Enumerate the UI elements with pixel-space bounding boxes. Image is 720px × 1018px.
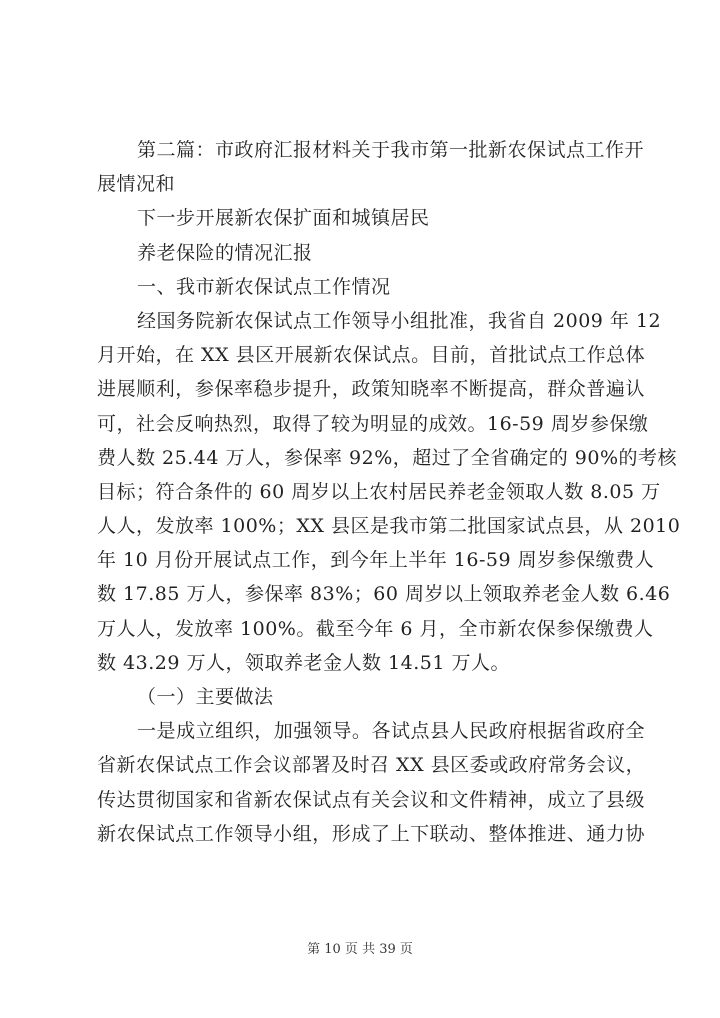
subsection-heading: （一）主要做法 — [137, 686, 274, 708]
paragraph-line: 费人数 25.44 万人，参保率 92%，超过了全省确定的 90%的考核 — [97, 446, 678, 469]
doc-line-subtitle: 下一步开展新农保扩面和城镇居民 — [137, 207, 430, 230]
paragraph-line: 可，社会反响热烈，取得了较为明显的成效。16-59 周岁参保缴 — [97, 412, 649, 435]
section-heading-1: 一、我市新农保试点工作情况 — [137, 275, 391, 298]
paragraph-line: 年 10 月份开展试点工作，到今年上半年 16-59 周岁参保缴费人 — [97, 549, 655, 572]
paragraph-line: 省新农保试点工作会议部署及时召 XX 县区委或政府常务会议， — [97, 754, 646, 777]
paragraph-line: 数 17.85 万人，参保率 83%；60 周岁以上领取养老金人数 6.46 — [97, 583, 671, 606]
doc-line-title: 第二篇：市政府汇报材料关于我市第一批新农保试点工作开 — [137, 139, 645, 161]
paragraph-line: 目标；符合条件的 60 周岁以上农村居民养老金领取人数 8.05 万 — [97, 480, 661, 503]
doc-line-title-cont: 展情况和 — [97, 173, 176, 196]
paragraph-line: 月开始，在 XX 县区开展新农保试点。目前，首批试点工作总体 — [97, 344, 646, 367]
paragraph-line: 新农保试点工作领导小组，形成了上下联动、整体推进、通力协 — [97, 822, 645, 845]
paragraph-line: 数 43.29 万人，领取养老金人数 14.51 万人。 — [97, 651, 510, 674]
paragraph-line: 进展顺利，参保率稳步提升，政策知晓率不断提高，群众普遍认 — [97, 378, 645, 401]
paragraph-line: 万人人，发放率 100%。截至今年 6 月，全市新农保参保缴费人 — [97, 617, 654, 640]
paragraph-line: 人人，发放率 100%；XX 县区是我市第二批国家试点县，从 2010 — [97, 515, 681, 538]
paragraph-line: 一是成立组织，加强领导。各试点县人民政府根据省政府全 — [137, 720, 645, 743]
page-number-footer: 第 10 页 共 39 页 — [307, 942, 413, 957]
doc-line-subtitle-cont: 养老保险的情况汇报 — [137, 241, 313, 264]
paragraph-line: 传达贯彻国家和省新农保试点有关会议和文件精神，成立了县级 — [97, 788, 645, 811]
document-page — [97, 133, 681, 851]
paragraph-line: 经国务院新农保试点工作领导小组批准，我省自 2009 年 12 — [137, 309, 662, 332]
